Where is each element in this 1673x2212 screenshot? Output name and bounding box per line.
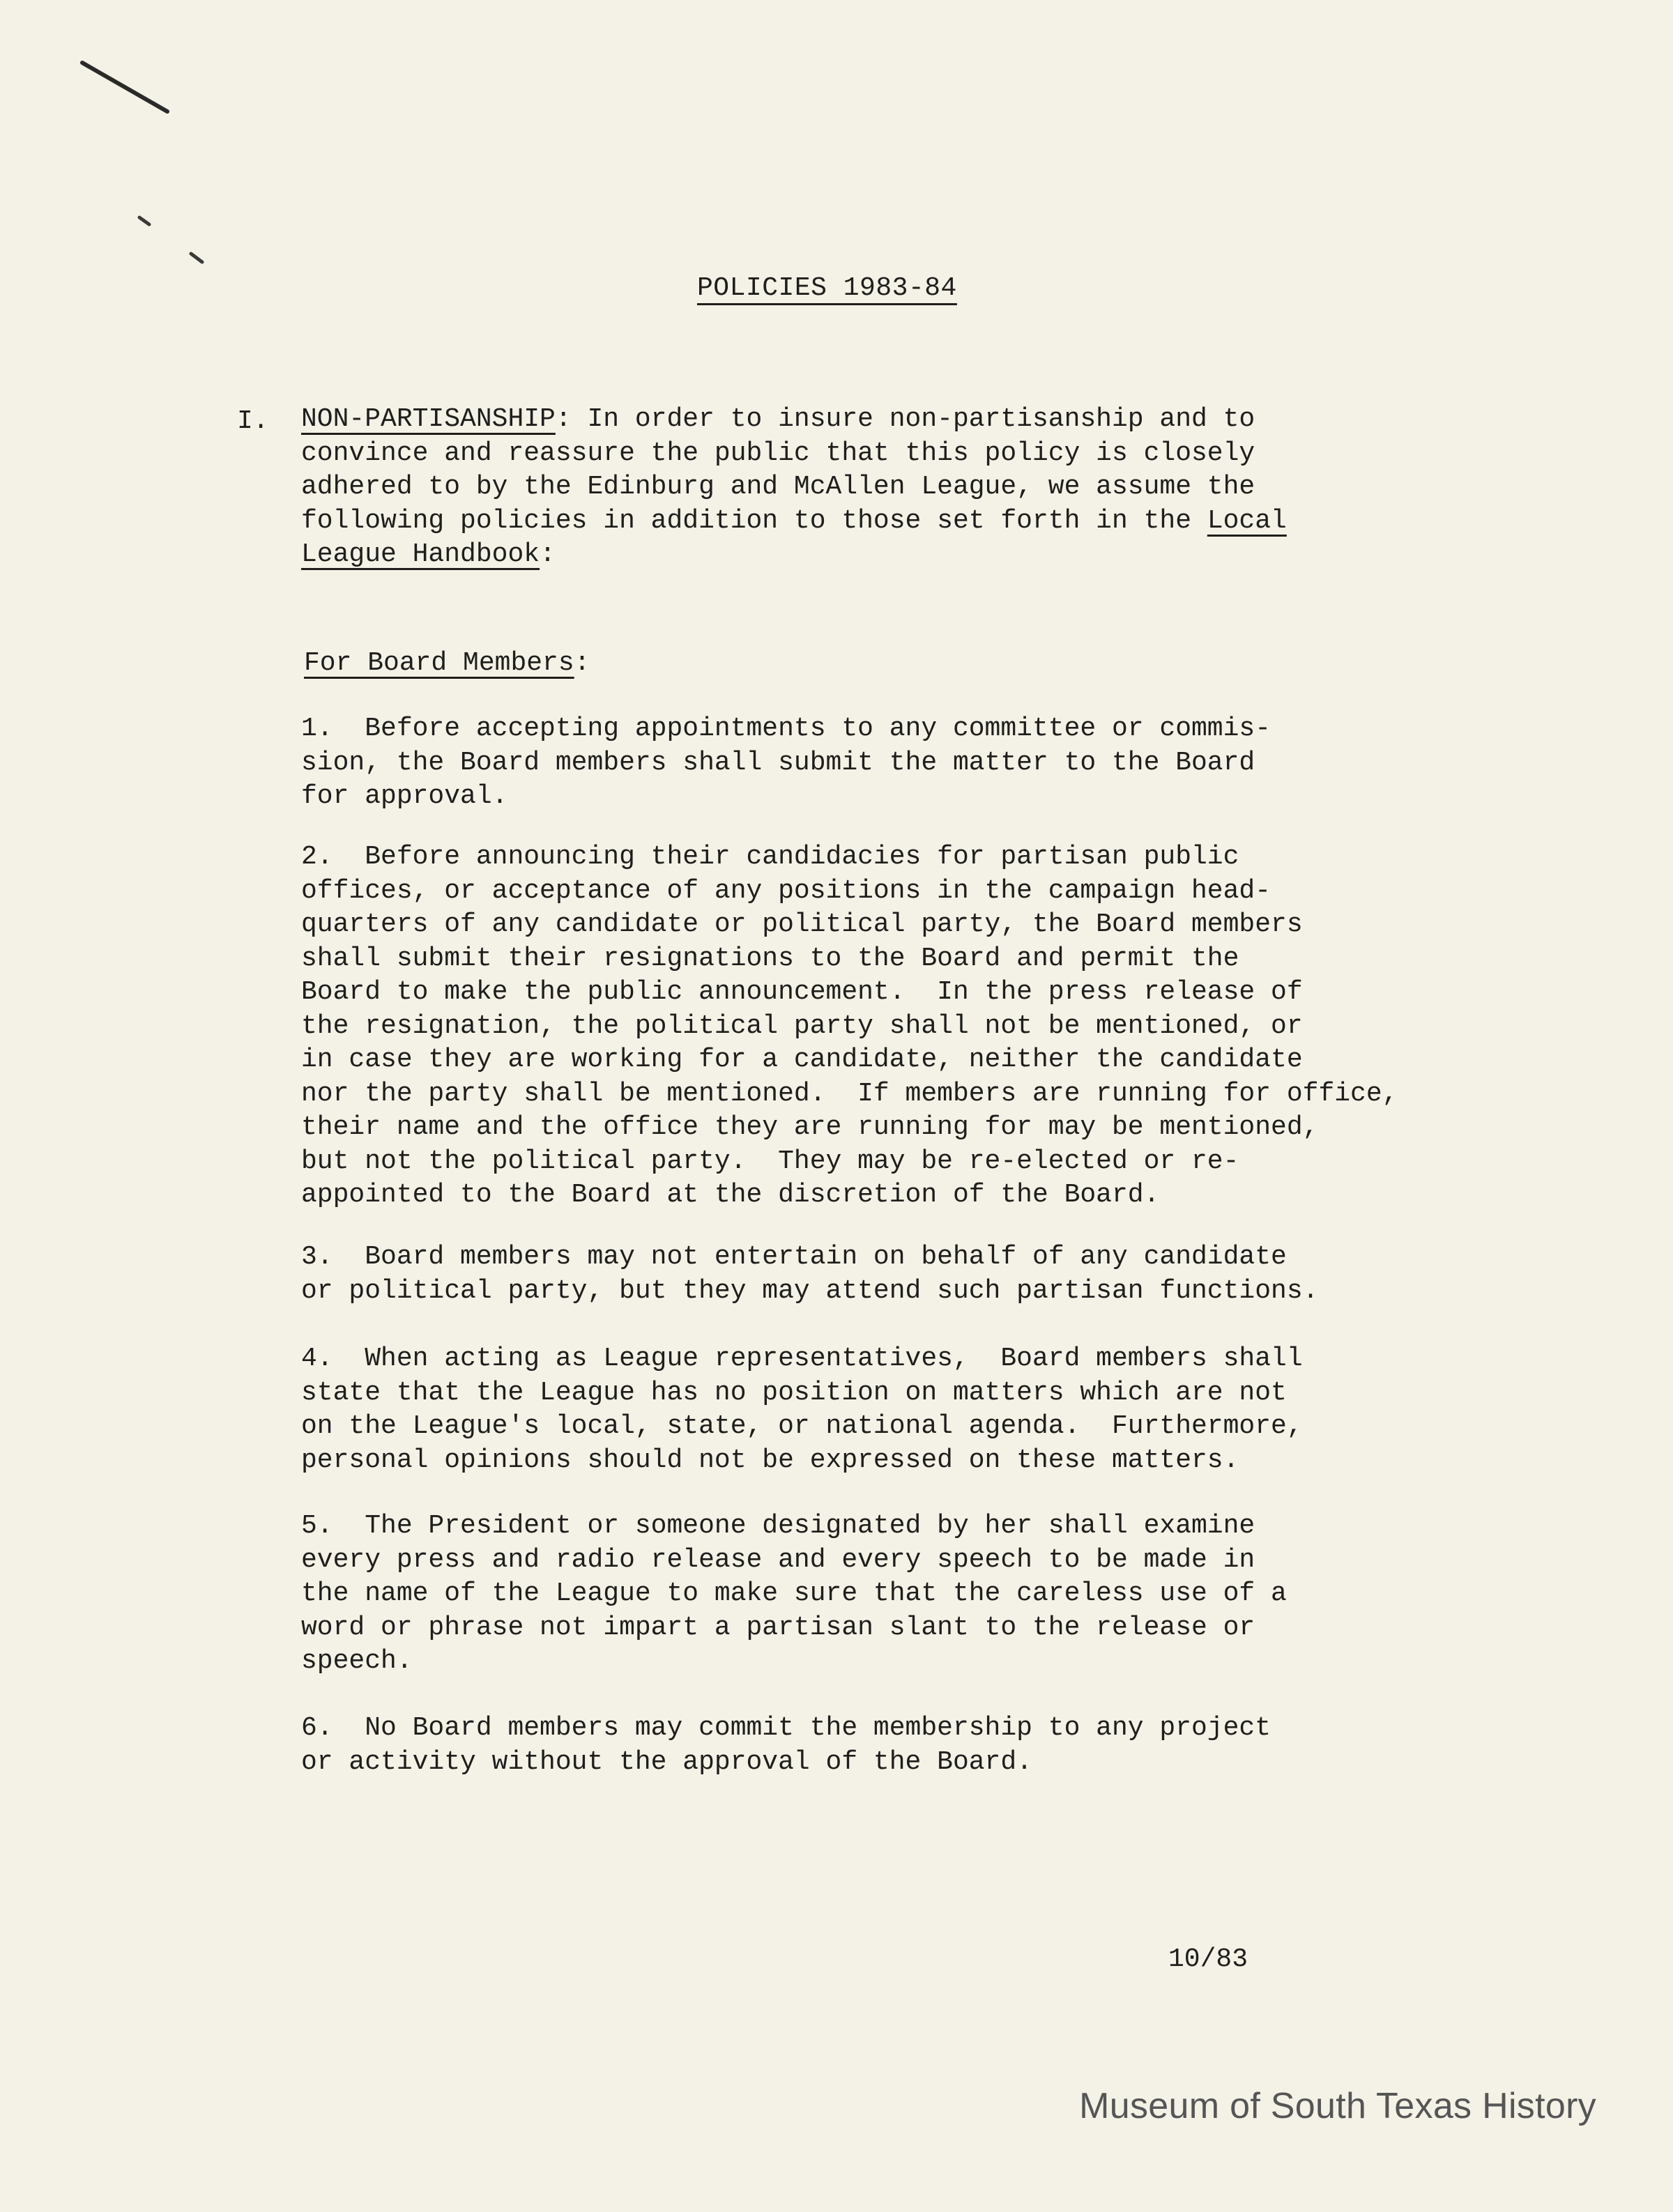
policy-line: appointed to the Board at the discretion of the Board. [301,1180,1160,1210]
intro-line: following policies in addition to those set forth in the [301,505,1207,536]
date-stamp: 10/83 [1168,1944,1248,1974]
intro-line: : In order to insure non-partisanship and to [555,404,1255,434]
policy-line: sion, the Board members shall submit the matter to the Board [301,747,1255,778]
policy-line: offices, or acceptance of any positions in the campaign head- [301,875,1271,906]
handbook-suffix: : [540,539,556,569]
policy-line: but not the political party. They may be re-elected or re- [301,1146,1239,1176]
policy-line: 4. When acting as League representatives, Board members shall [301,1344,1303,1374]
section-heading: NON-PARTISANSHIP [301,404,556,434]
subheading [304,648,590,678]
policy-item-4 [301,1342,1486,1477]
page-title: POLICIES 1983-84 [697,273,957,303]
policy-line: personal opinions should not be expressed on these matters. [301,1445,1239,1475]
pencil-mark [82,63,167,112]
policy-item-5 [301,1510,1486,1679]
museum-watermark: Museum of South Texas History [1079,2086,1596,2126]
intro-line: adhered to by the Edinburg and McAllen League, we assume the [301,472,1255,502]
pencil-mark [139,217,149,224]
policy-line: or political party, but they may attend such partisan functions. [301,1275,1319,1306]
policy-line: the resignation, the political party shall not be mentioned, or [301,1011,1303,1041]
policy-item-1 [301,712,1486,814]
policy-item-6 [301,1712,1486,1779]
policy-line: quarters of any candidate or political party, the Board members [301,909,1303,939]
policy-line: speech. [301,1646,413,1676]
handbook-reference-part2: League Handbook [301,539,540,569]
pencil-mark [191,254,202,262]
policy-line: shall submit their resignations to the Board and permit the [301,943,1239,974]
policy-line: word or phrase not impart a partisan slant to the release or [301,1612,1255,1643]
subheading-colon: : [574,648,590,678]
policy-line: 6. No Board members may commit the membership to any project [301,1713,1271,1743]
subheading-text: For Board Members [304,648,574,678]
policy-line: nor the party shall be mentioned. If members are running for office, [301,1078,1398,1109]
intro-paragraph [301,403,1486,572]
policy-line: 5. The President or someone designated by her shall examine [301,1511,1255,1541]
section-number: I. [237,406,269,436]
policy-line: or activity without the approval of the Board. [301,1746,1032,1777]
handbook-reference-part1: Local [1207,505,1287,536]
policy-line: on the League's local, state, or national agenda. Furthermore, [301,1411,1303,1441]
policy-item-3 [301,1241,1486,1308]
policy-line: in case they are working for a candidate, neither the candidate [301,1045,1303,1075]
policy-line: Board to make the public announcement. In the press release of [301,977,1303,1007]
policy-line: their name and the office they are running for may be mentioned, [301,1112,1319,1142]
policy-line: state that the League has no position on matters which are not [301,1377,1287,1408]
policy-line: 1. Before accepting appointments to any committee or commis- [301,714,1271,744]
policy-line: the name of the League to make sure that the careless use of a [301,1579,1287,1608]
policy-line: for approval. [301,781,508,811]
policy-line: 2. Before announcing their candidacies for partisan public [301,842,1239,872]
policy-line: 3. Board members may not entertain on behalf of any candidate [301,1242,1287,1272]
policy-item-2 [301,840,1486,1213]
policy-line: every press and radio release and every speech to be made in [301,1544,1255,1575]
intro-line: convince and reassure the public that this policy is closely [301,438,1255,468]
